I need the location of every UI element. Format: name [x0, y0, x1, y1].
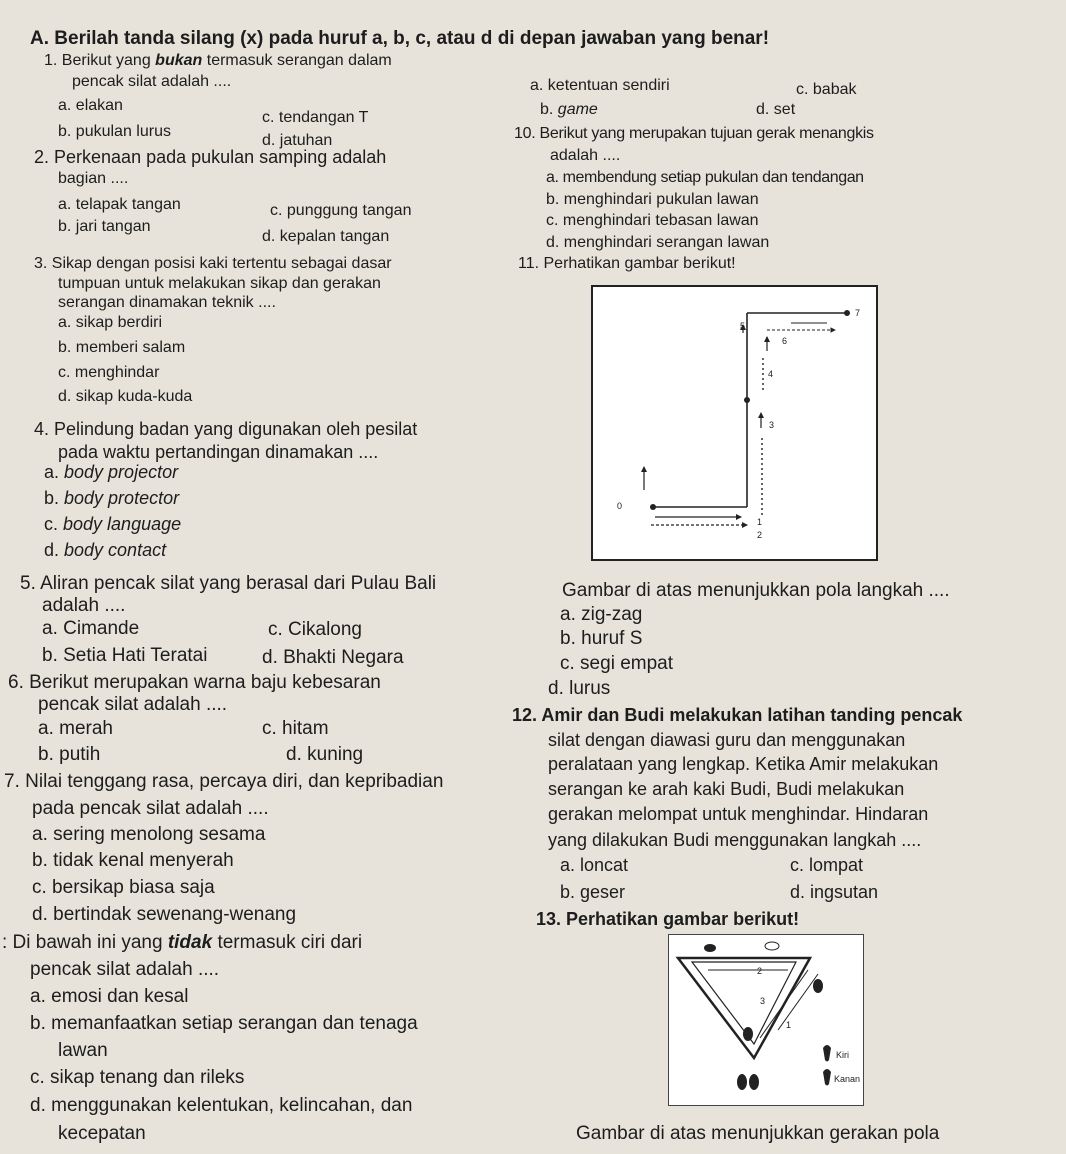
- q3-stem-line2: tumpuan untuk melakukan sikap dan gerakan: [58, 275, 381, 292]
- q4-option-b-text: body protector: [64, 488, 180, 508]
- q3-option-c: c. menghindar: [58, 364, 160, 381]
- q13-caption: Gambar di atas menunjukkan gerakan pola: [576, 1123, 940, 1144]
- q12-stem-line5: gerakan melompat untuk menghindar. Hindaran: [548, 804, 929, 824]
- label-6: 6: [782, 336, 788, 346]
- label-2: 2: [757, 530, 763, 540]
- q5-option-b: b. Setia Hati Teratai: [42, 645, 208, 666]
- step-pattern-figure: [591, 285, 878, 561]
- q8-option-a: a. emosi dan kesal: [30, 986, 189, 1007]
- q8-stem-line2: pencak silat adalah ....: [30, 959, 220, 980]
- q3-option-d: d. sikap kuda-kuda: [58, 388, 193, 405]
- q9-option-b-text: game: [557, 101, 598, 118]
- q3-stem-line3: serangan dinamakan teknik ....: [58, 294, 276, 311]
- q12-stem-line4: serangan ke arah kaki Budi, Budi melakukan: [548, 779, 905, 799]
- q7-option-c: c. bersikap biasa saja: [32, 877, 215, 898]
- label-5: 5: [740, 321, 746, 331]
- q8-option-c: c. sikap tenang dan rileks: [30, 1067, 245, 1088]
- q5-stem-line1: 5. Aliran pencak silat yang berasal dari Pulau Bali: [20, 573, 437, 594]
- footprint-icon: [749, 1074, 759, 1090]
- q4-stem-line1: 4. Pelindung badan yang digunakan oleh pesilat: [34, 419, 418, 439]
- q8-option-b-line1: b. memanfaatkan setiap serangan dan tenaga: [30, 1013, 418, 1034]
- q1-stem-line2: pencak silat adalah ....: [72, 73, 232, 90]
- q9-option-a: a. ketentuan sendiri: [530, 77, 670, 94]
- q11-option-d: d. lurus: [548, 678, 611, 699]
- q9-option-b-letter: b.: [540, 101, 558, 118]
- label-3: 3: [760, 996, 766, 1006]
- mid-dot: [744, 397, 750, 403]
- q6-stem-line1: 6. Berikut merupakan warna baju kebesaran: [8, 672, 381, 693]
- q7-stem-line2: pada pencak silat adalah ....: [32, 798, 269, 819]
- q9-option-b: [540, 102, 598, 118]
- arrow-1: [760, 970, 808, 1038]
- q11-option-b: b. huruf S: [560, 628, 643, 649]
- q1-stem-c: termasuk serangan dalam: [202, 52, 392, 69]
- q8-stem-c: termasuk ciri dari: [212, 932, 363, 953]
- q1-option-c: c. tendangan T: [262, 109, 369, 126]
- q1-stem-a: 1. Berikut yang: [44, 52, 156, 69]
- q11-caption: Gambar di atas menunjukkan pola langkah ....: [562, 580, 950, 601]
- q8-option-d-line1: d. menggunakan kelentukan, kelincahan, dan: [30, 1095, 413, 1116]
- q8-stem-line1: [2, 933, 362, 952]
- right-foot-icon: [823, 1069, 831, 1086]
- q4-option-a: [44, 463, 178, 481]
- q4-option-d-text: body contact: [64, 540, 167, 560]
- q4-option-c: [44, 515, 181, 533]
- q1-stem-line1: [44, 53, 392, 69]
- section-heading: A. Berilah tanda silang (x) pada huruf a, b, c, atau d di depan jawaban yang benar!: [30, 28, 770, 49]
- kiri-label: Kiri: [836, 1050, 849, 1060]
- q12-option-b: b. geser: [560, 882, 626, 902]
- footprint-icon: [743, 1027, 753, 1041]
- label-3: 3: [769, 420, 775, 430]
- q4-option-b-letter: b.: [44, 488, 65, 508]
- q5-option-a: a. Cimande: [42, 618, 140, 639]
- q6-option-d: d. kuning: [286, 744, 364, 765]
- q1-stem-emphasis: bukan: [155, 52, 203, 69]
- q3-option-b: b. memberi salam: [58, 339, 186, 356]
- label-4: 4: [768, 369, 774, 379]
- footprint-icon: [737, 1074, 747, 1090]
- q2-stem-line1: 2. Perkenaan pada pukulan samping adalah: [34, 147, 387, 167]
- q10-option-b: b. menghindari pukulan lawan: [546, 191, 759, 208]
- q11-option-c: c. segi empat: [560, 653, 673, 674]
- q4-option-a-text: body projector: [64, 462, 179, 482]
- q11-stem: 11. Perhatikan gambar berikut!: [518, 255, 736, 272]
- q4-option-c-text: body language: [63, 514, 182, 534]
- q7-option-a: a. sering menolong sesama: [32, 824, 266, 845]
- step-pattern-diagram: [591, 285, 878, 561]
- q8-stem-emphasis: tidak: [167, 932, 213, 953]
- q12-option-d: d. ingsutan: [790, 882, 879, 902]
- q4-option-a-letter: a.: [44, 462, 65, 482]
- start-dot: [650, 504, 656, 510]
- q4-option-c-letter: c.: [44, 514, 64, 534]
- end-dot: [844, 310, 850, 316]
- q10-option-a: a. membendung setiap pukulan dan tendangan: [546, 169, 864, 186]
- figure-frame: [592, 286, 877, 560]
- q6-option-c: c. hitam: [262, 718, 329, 739]
- q3-stem-line1: 3. Sikap dengan posisi kaki tertentu sebagai dasar: [34, 255, 392, 272]
- q7-option-d: d. bertindak sewenang-wenang: [32, 904, 297, 925]
- q5-option-c: c. Cikalong: [268, 619, 362, 640]
- q4-stem-line2: pada waktu pertandingan dinamakan ....: [58, 442, 379, 462]
- q1-option-b: b. pukulan lurus: [58, 123, 171, 140]
- label-1: 1: [786, 1020, 792, 1030]
- q12-stem-line6: yang dilakukan Budi menggunakan langkah ....: [548, 830, 922, 850]
- label-2: 2: [757, 966, 763, 976]
- q10-option-c: c. menghindari tebasan lawan: [546, 212, 759, 229]
- q12-option-a: a. loncat: [560, 855, 629, 875]
- q10-stem-line2: adalah ....: [550, 147, 621, 164]
- q11-option-a: a. zig-zag: [560, 604, 643, 625]
- q8-option-b-line2: lawan: [58, 1040, 108, 1061]
- q2-option-b: b. jari tangan: [58, 218, 151, 235]
- q4-option-d: [44, 541, 166, 559]
- footprint-icon: [765, 942, 779, 950]
- q12-stem-line3: peralataan yang lengkap. Ketika Amir melakukan: [548, 754, 939, 774]
- q7-stem-line1: 7. Nilai tenggang rasa, percaya diri, dan kepribadian: [4, 771, 444, 792]
- q4-option-b: [44, 489, 179, 507]
- footprint-icon: [813, 979, 823, 993]
- q4-option-d-letter: d.: [44, 540, 65, 560]
- q2-option-a: a. telapak tangan: [58, 196, 181, 213]
- footprint-icon: [704, 944, 716, 952]
- label-7: 7: [855, 308, 861, 318]
- q12-stem-line2: silat dengan diawasi guru dan menggunakan: [548, 730, 906, 750]
- q7-option-b: b. tidak kenal menyerah: [32, 850, 234, 871]
- q5-option-d: d. Bhakti Negara: [262, 647, 404, 668]
- q10-option-d: d. menghindari serangan lawan: [546, 234, 770, 251]
- q13-stem: 13. Perhatikan gambar berikut!: [536, 909, 800, 929]
- q2-option-d: d. kepalan tangan: [262, 228, 390, 245]
- q10-stem-line1: 10. Berikut yang merupakan tujuan gerak menangkis: [514, 125, 874, 142]
- q6-option-a: a. merah: [38, 718, 113, 739]
- q8-stem-a: : Di bawah ini yang: [2, 932, 168, 953]
- q6-stem-line2: pencak silat adalah ....: [38, 694, 228, 715]
- q3-option-a: a. sikap berdiri: [58, 314, 163, 331]
- q8-option-d-line2: kecepatan: [58, 1123, 146, 1144]
- q2-option-c: c. punggung tangan: [270, 202, 412, 219]
- q1-option-d: d. jatuhan: [262, 132, 333, 149]
- triangle-pattern-diagram: [668, 934, 864, 1106]
- kanan-label: Kanan: [834, 1074, 861, 1084]
- q12-stem-line1: 12. Amir dan Budi melakukan latihan tanding pencak: [512, 705, 963, 725]
- q6-option-b: b. putih: [38, 744, 101, 765]
- q2-stem-line2: bagian ....: [58, 170, 129, 187]
- left-foot-icon: [823, 1045, 831, 1062]
- q1-option-a: a. elakan: [58, 97, 123, 114]
- q9-option-d: d. set: [756, 101, 796, 118]
- label-0: 0: [617, 501, 623, 511]
- label-1: 1: [757, 517, 763, 527]
- triangle-pattern-figure: [668, 934, 864, 1106]
- q5-stem-line2: adalah ....: [42, 595, 126, 616]
- q12-option-c: c. lompat: [790, 855, 864, 875]
- q9-option-c: c. babak: [796, 81, 857, 98]
